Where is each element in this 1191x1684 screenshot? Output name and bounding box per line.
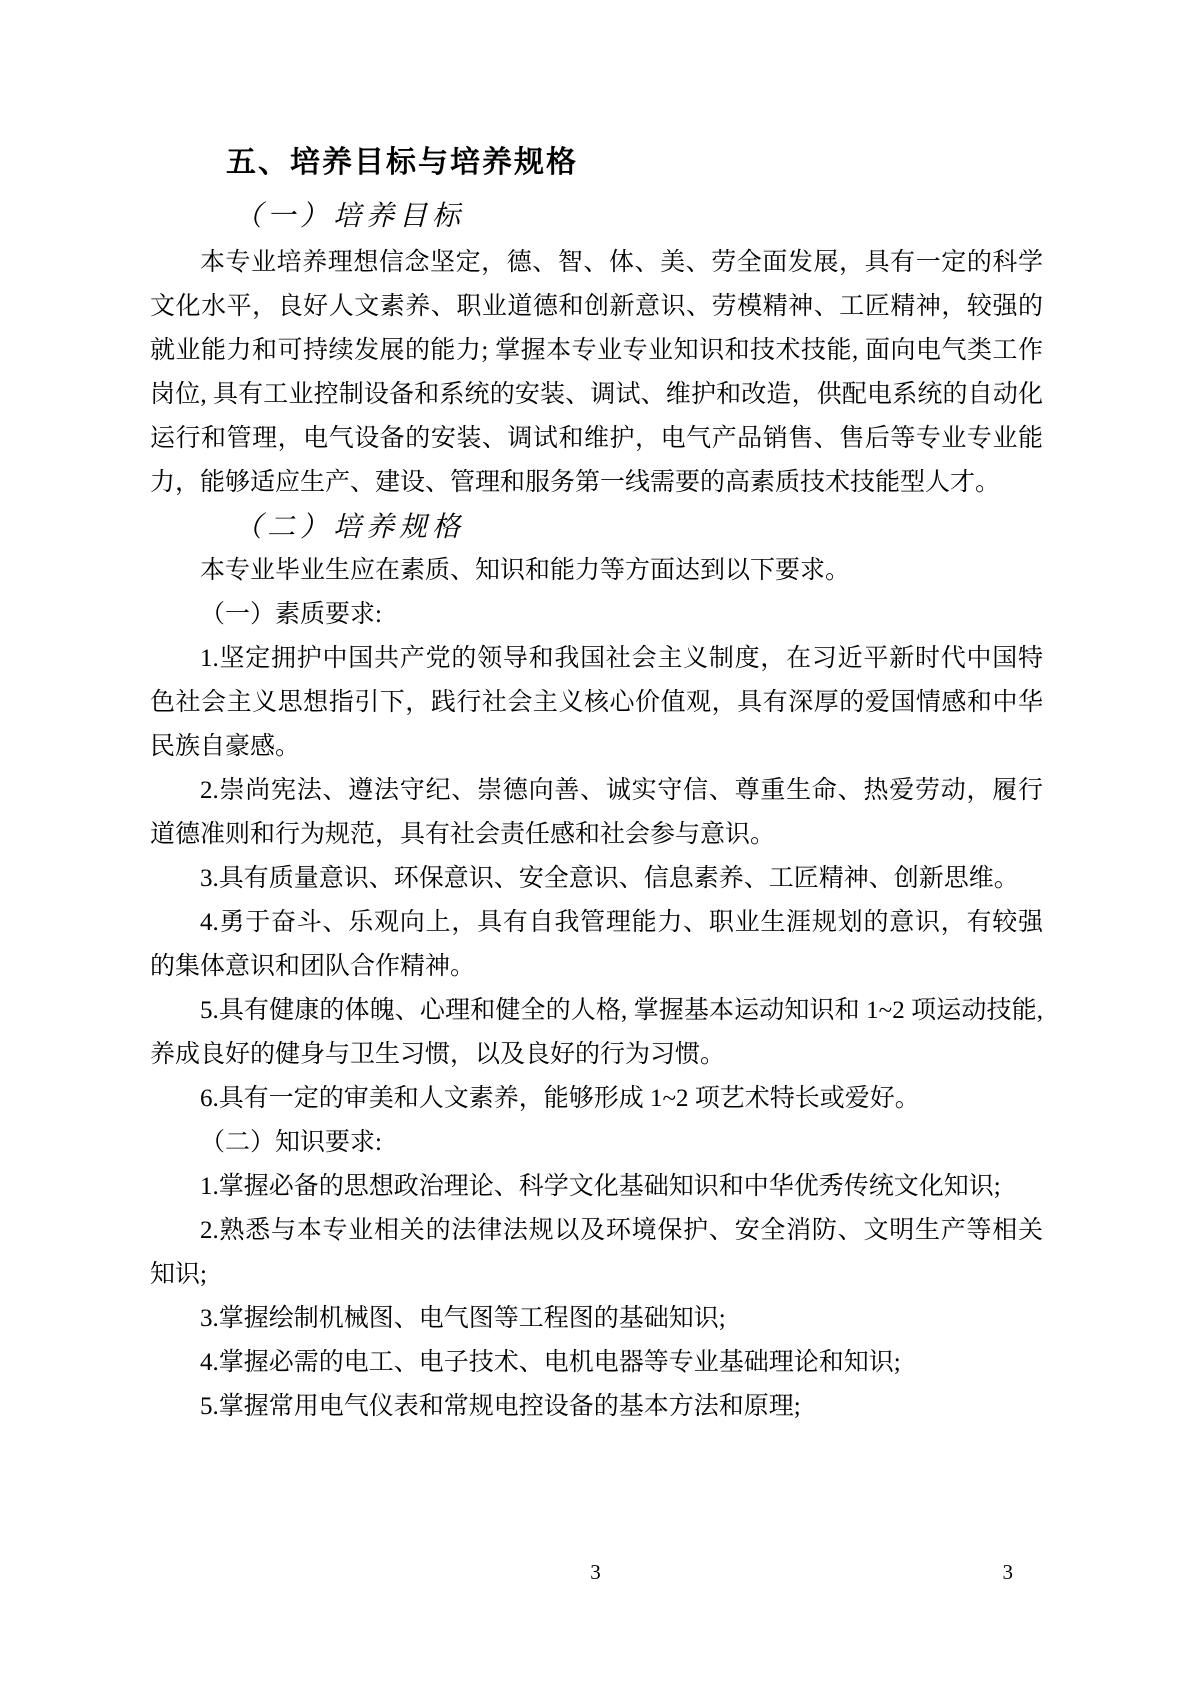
training-specs-intro: 本专业毕业生应在素质、知识和能力等方面达到以下要求。 bbox=[200, 557, 851, 584]
quality-requirements-label: （一）素质要求: bbox=[200, 601, 382, 628]
quality-requirement-item: 1.坚定拥护中国共产党的领导和我国社会主义制度，在习近平新时代中国特色社会主义思想指引下，践行社会主义核心价值观，具有深厚的爱国情感和中华民族自豪感。 bbox=[150, 645, 1043, 760]
document-body bbox=[150, 142, 1043, 1429]
knowledge-requirements-label: （二）知识要求: bbox=[200, 1129, 382, 1156]
heading-training-specs: （二）培养规格 bbox=[234, 512, 466, 543]
quality-requirement-item: 3.具有质量意识、环保意识、安全意识、信息素养、工匠精神、创新思维。 bbox=[200, 865, 1019, 892]
quality-requirement-item: 6.具有一定的审美和人文素养，能够形成 1~2 项艺术特长或爱好。 bbox=[200, 1085, 920, 1112]
knowledge-requirement-item: 4.掌握必需的电工、电子技术、电机电器等专业基础理论和知识; bbox=[200, 1349, 901, 1376]
quality-requirement-item: 5.具有健康的体魄、心理和健全的人格, 掌握基本运动知识和 1~2 项运动技能, 养成良好的健身与卫生习惯，以及良好的行为习惯。 bbox=[150, 997, 1043, 1068]
knowledge-requirement-item: 3.掌握绘制机械图、电气图等工程图的基础知识; bbox=[200, 1305, 726, 1332]
knowledge-requirement-item: 2.熟悉与本专业相关的法律法规以及环境保护、安全消防、文明生产等相关知识; bbox=[150, 1217, 1043, 1288]
heading-training-objectives: （一）培养目标 bbox=[234, 201, 466, 232]
section-title: 五、培养目标与培养规格 bbox=[226, 146, 578, 179]
knowledge-requirement-item: 5.掌握常用电气仪表和常规电控设备的基本方法和原理; bbox=[200, 1393, 801, 1420]
training-objectives-paragraph: 本专业培养理想信念坚定，德、智、体、美、劳全面发展，具有一定的科学文化水平，良好人文素养、职业道德和创新意识、劳模精神、工匠精神，较强的就业能力和可持续发展的能力; 掌握本专业专业知识和技术技能, 面向电气类工作岗位, 具有工业控制设备和系统的安装、调试、维护和改造，供配电系统的自动化运行和管理，电气设备的安装、调试和维护，电气产品销售、售后等专业专业能力，能够适应生产、建设、管理和服务第一线需要的高素质技术技能型人才。 bbox=[150, 249, 1043, 496]
knowledge-requirement-item: 1.掌握必备的思想政治理论、科学文化基础知识和中华优秀传统文化知识; bbox=[200, 1173, 1001, 1200]
page-number-right: 3 bbox=[1002, 1560, 1013, 1584]
page-number-center: 3 bbox=[590, 1560, 601, 1584]
quality-requirement-item: 4.勇于奋斗、乐观向上，具有自我管理能力、职业生涯规划的意识，有较强的集体意识和团队合作精神。 bbox=[150, 909, 1043, 980]
quality-requirement-item: 2.崇尚宪法、遵法守纪、崇德向善、诚实守信、尊重生命、热爱劳动，履行道德准则和行为规范，具有社会责任感和社会参与意识。 bbox=[150, 777, 1043, 848]
